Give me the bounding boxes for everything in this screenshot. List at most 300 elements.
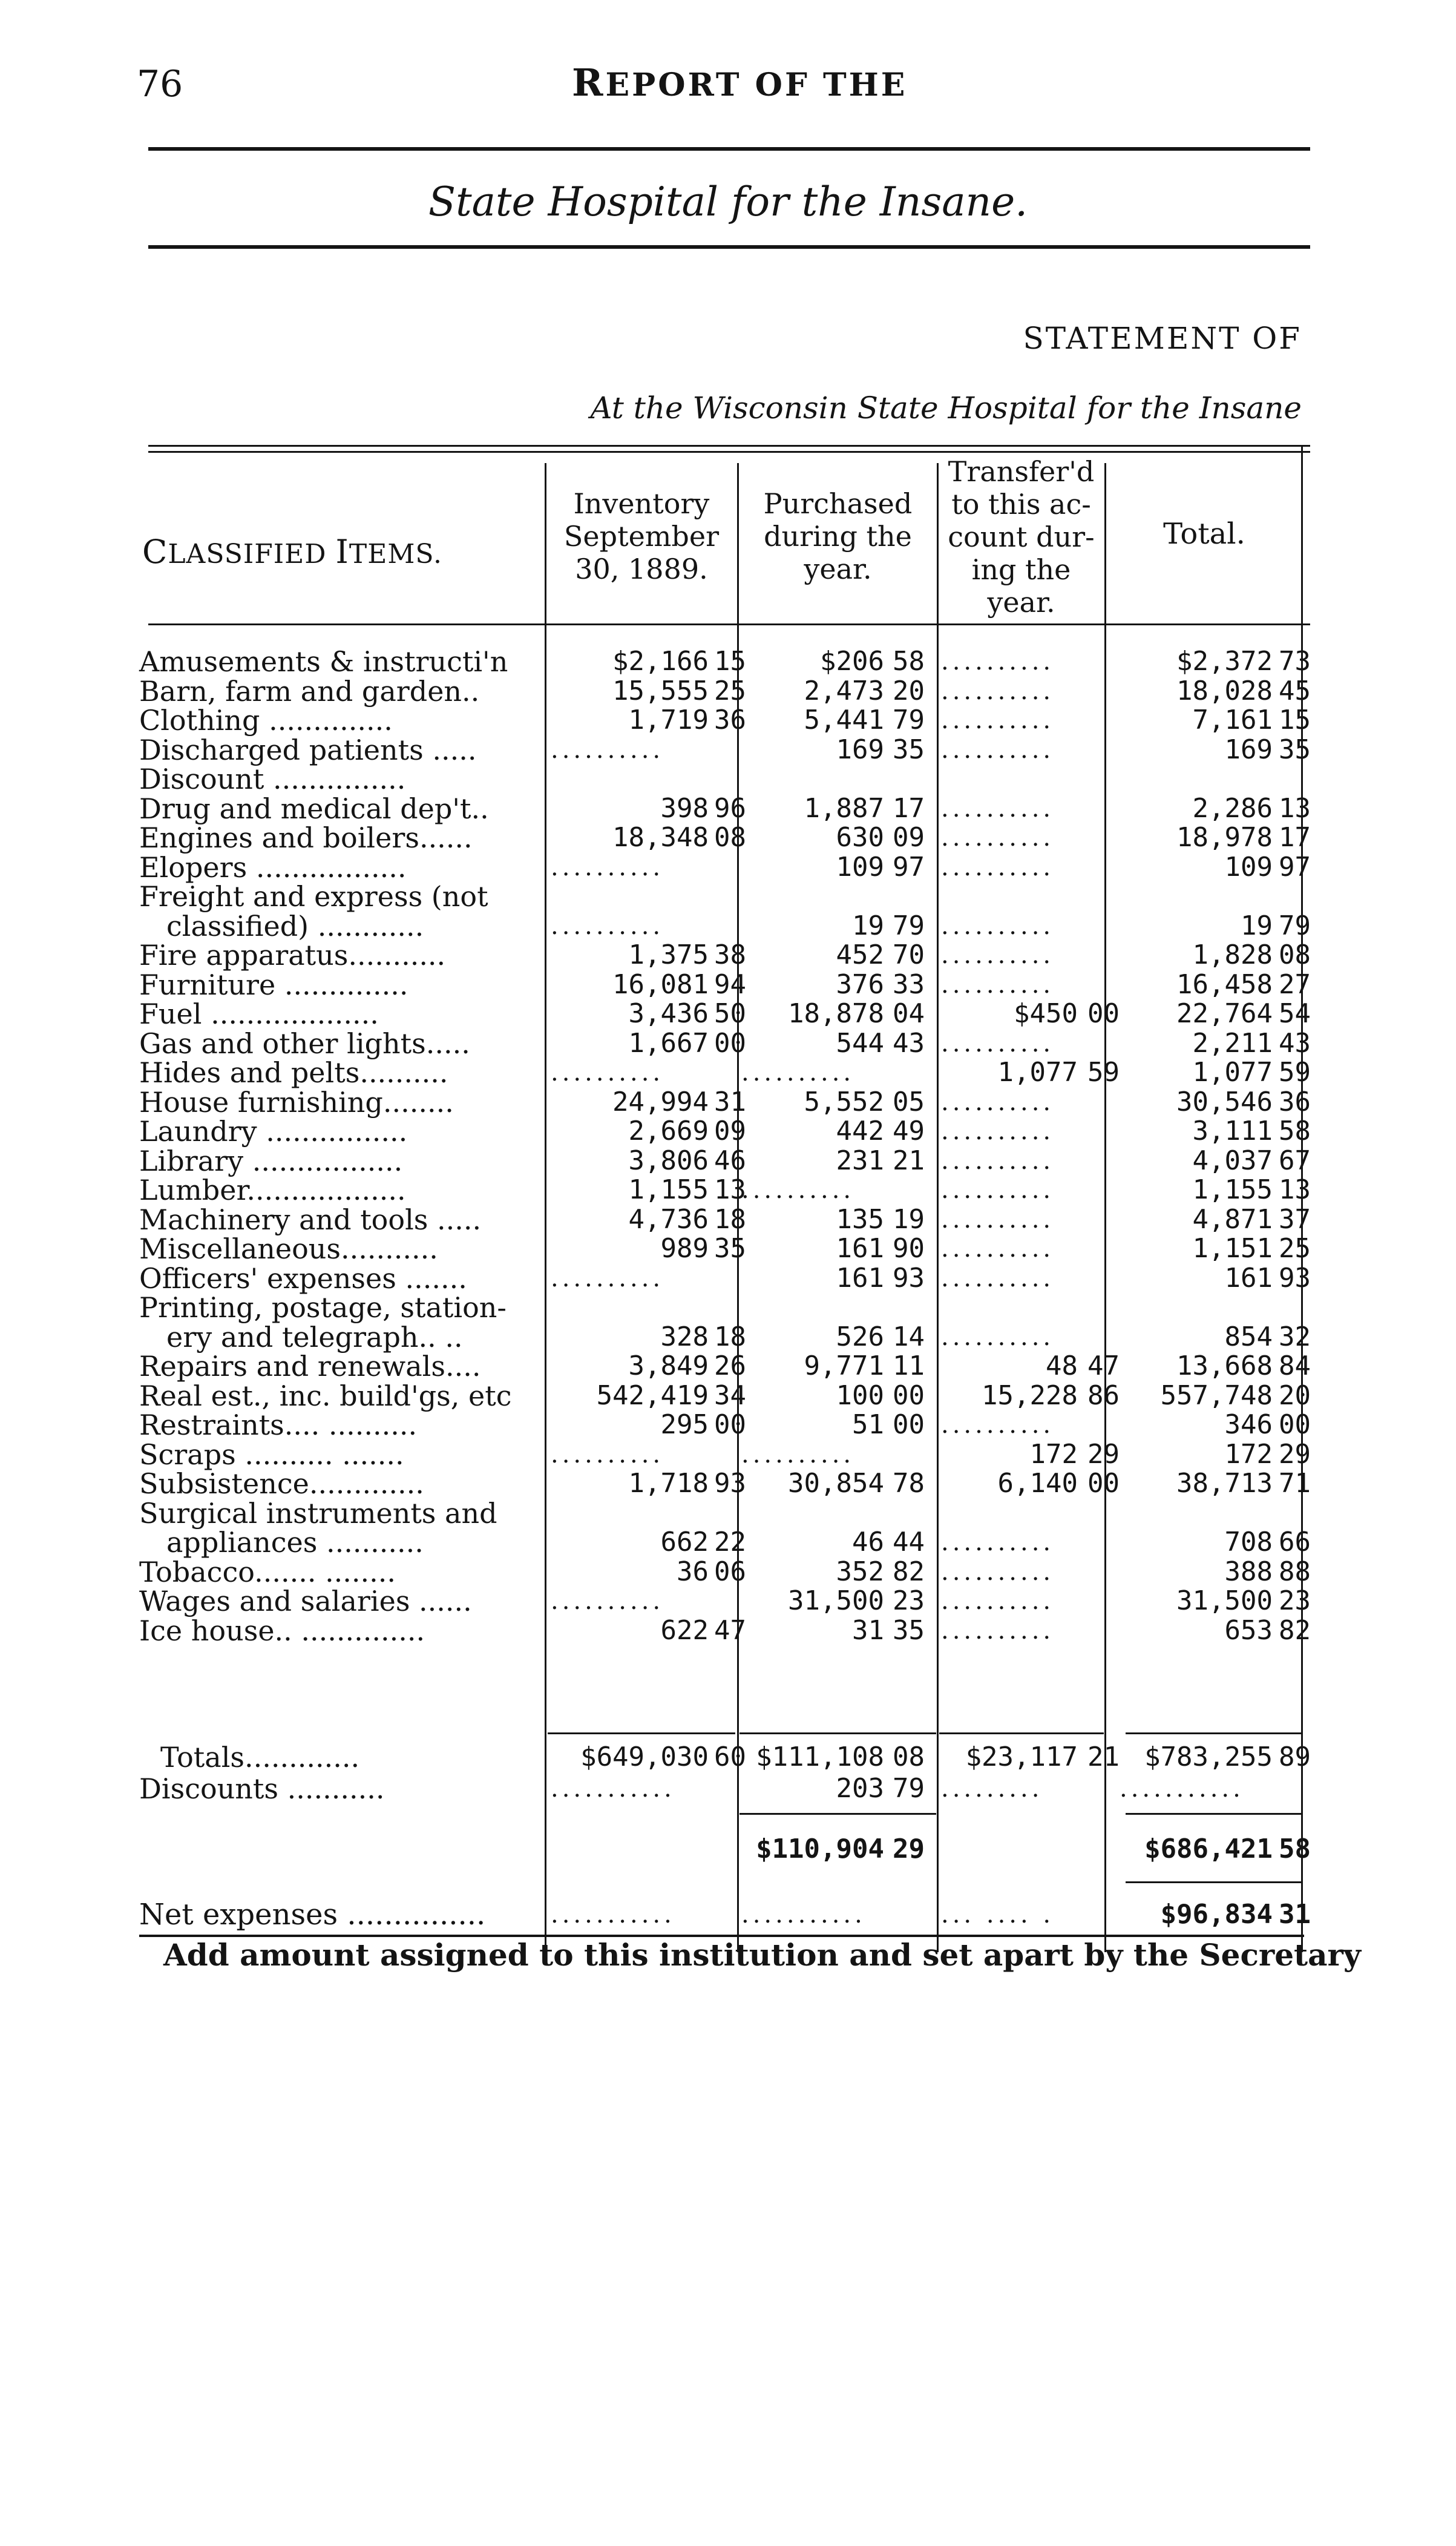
cell-total-dollars: 30,546: [1176, 1087, 1273, 1117]
header-items-end: TEMS.: [349, 539, 442, 570]
running-head-initial: R: [572, 61, 606, 105]
institution-title: State Hospital for the Insane.: [428, 179, 1028, 225]
cell-total-cents: 82: [1279, 1615, 1311, 1646]
discounts-inventory-leader: ...........: [551, 1775, 675, 1803]
cell-transferred-leader: ..........: [941, 736, 1055, 764]
net-total-cents: 31: [1279, 1899, 1311, 1930]
cell-purchased-cents: 05: [893, 1087, 925, 1117]
cell-inventory-cents: 18: [714, 1321, 746, 1352]
cell-inventory-leader: ..........: [551, 736, 664, 764]
cell-inventory-cents: 38: [714, 939, 746, 970]
cell-inventory-cents: 34: [714, 1380, 746, 1411]
cell-purchased-cents: 33: [893, 969, 925, 1000]
row-label: Freight and express (not: [139, 880, 488, 913]
cell-inventory-dollars: 1,667: [628, 1028, 709, 1059]
header-classified-initial: C: [142, 533, 168, 571]
cell-inventory-leader: ..........: [551, 1265, 664, 1292]
row-label: Amusements & instructi'n: [139, 645, 508, 678]
cell-purchased-cents: 00: [893, 1380, 925, 1411]
totals-rule-transferred: [939, 1732, 1104, 1734]
cell-total-cents: 37: [1279, 1204, 1311, 1235]
cell-transferred-leader: ..........: [941, 1030, 1055, 1058]
running-head: [572, 61, 907, 105]
header-purchased-line: year.: [804, 553, 872, 585]
cell-total-dollars: 4,037: [1192, 1145, 1273, 1176]
header-transferred-line: count dur-: [948, 521, 1095, 553]
cell-purchased-dollars: 30,854: [788, 1468, 884, 1499]
row-label: classified) ............: [166, 910, 424, 942]
cell-transferred-leader: ..........: [941, 1206, 1055, 1234]
cell-total-cents: 79: [1279, 910, 1311, 941]
table-row: [0, 970, 1456, 1000]
cell-total-cents: 88: [1279, 1556, 1311, 1587]
table-row: [0, 1351, 1456, 1381]
cell-total-cents: 58: [1279, 1116, 1311, 1146]
cell-purchased-dollars: 442: [836, 1116, 884, 1146]
cell-purchased-dollars: 630: [836, 822, 884, 853]
cell-purchased-cents: 00: [893, 1409, 925, 1440]
header-purchased-line: Purchased: [763, 487, 913, 520]
cell-purchased-cents: 97: [893, 852, 925, 883]
discounts-total-leader: ...........: [1120, 1775, 1244, 1803]
cell-inventory-leader: ..........: [551, 1587, 664, 1615]
table-row: [0, 646, 1456, 677]
table-row: [0, 1292, 1456, 1323]
cell-inventory-dollars: 989: [660, 1233, 709, 1264]
cell-transferred-leader: ..........: [941, 854, 1055, 881]
cell-inventory-cents: 13: [714, 1174, 746, 1205]
cell-total-cents: 00: [1279, 1409, 1311, 1440]
cell-inventory-cents: 25: [714, 676, 746, 706]
totals-transferred-dollars: $23,117: [965, 1742, 1078, 1772]
cell-total-cents: 20: [1279, 1380, 1311, 1411]
cell-total-dollars: 346: [1224, 1409, 1273, 1440]
header-transferred-line: year.: [987, 586, 1055, 619]
cell-inventory-dollars: 3,849: [628, 1350, 709, 1381]
totals-purchased-dollars: $111,108: [756, 1742, 884, 1772]
row-label: Printing, postage, station-: [139, 1291, 507, 1324]
cell-total-dollars: 708: [1224, 1527, 1273, 1558]
cell-purchased-cents: 11: [893, 1350, 925, 1381]
table-row: [0, 881, 1456, 912]
cell-total-dollars: 7,161: [1192, 705, 1273, 735]
cell-inventory-dollars: $2,166: [612, 646, 709, 677]
cell-inventory-cents: 36: [714, 705, 746, 735]
cell-transferred-leader: ..........: [941, 1117, 1055, 1145]
cell-purchased-cents: 09: [893, 822, 925, 853]
table-row: [0, 1527, 1456, 1558]
cell-total-dollars: 22,764: [1176, 998, 1273, 1029]
cell-total-cents: 54: [1279, 998, 1311, 1029]
table-row: [0, 852, 1456, 883]
net-inventory-leader: ...........: [551, 1901, 675, 1929]
subtotal-total-dollars: $686,421: [1144, 1834, 1273, 1864]
cell-purchased-dollars: 161: [836, 1233, 884, 1264]
table-top-rule-2: [148, 451, 1310, 453]
table-row: [0, 999, 1456, 1029]
cell-inventory-cents: 47: [714, 1615, 746, 1646]
table-row: [0, 794, 1456, 824]
row-label: Barn, farm and garden..: [139, 675, 480, 708]
cell-inventory-dollars: 398: [660, 793, 709, 824]
cell-total-dollars: 2,286: [1192, 793, 1273, 824]
table-row: [0, 705, 1456, 735]
table-row: [0, 735, 1456, 765]
cell-total-cents: 27: [1279, 969, 1311, 1000]
cell-inventory-cents: 22: [714, 1527, 746, 1558]
header-classified-mid: LASSIFIED: [168, 539, 336, 570]
cell-inventory-cents: 50: [714, 998, 746, 1029]
cell-total-cents: 25: [1279, 1233, 1311, 1264]
header-inventory: [548, 487, 735, 585]
cell-transferred-cents: 86: [1087, 1380, 1120, 1411]
cell-inventory-dollars: 15,555: [612, 676, 709, 706]
cell-purchased-dollars: 135: [836, 1204, 884, 1235]
totals-total-dollars: $783,255: [1144, 1742, 1273, 1772]
table-row: [0, 1087, 1456, 1117]
cell-inventory-leader: ..........: [551, 1059, 664, 1087]
cell-transferred-leader: ..........: [941, 1323, 1055, 1351]
subtotal-rule-total: [1126, 1813, 1301, 1815]
cell-purchased-dollars: 452: [836, 939, 884, 970]
institution-rule: [148, 245, 1310, 249]
table-row: [0, 1322, 1456, 1352]
cell-total-cents: 43: [1279, 1028, 1311, 1059]
cell-total-dollars: 18,028: [1176, 676, 1273, 706]
row-label: Fire apparatus...........: [139, 939, 446, 972]
cell-total-cents: 29: [1279, 1439, 1311, 1470]
cell-total-cents: 15: [1279, 705, 1311, 735]
table-row: [0, 1028, 1456, 1059]
table-row: [0, 1410, 1456, 1440]
discounts-row: [0, 1774, 1456, 1804]
header-transferred-line: Transfer'd: [948, 455, 1095, 488]
cell-purchased-cents: 20: [893, 676, 925, 706]
cell-transferred-leader: ..........: [941, 1587, 1055, 1615]
cell-transferred-dollars: $450: [1014, 998, 1078, 1029]
cell-total-dollars: 109: [1224, 852, 1273, 883]
cell-total-dollars: 2,211: [1192, 1028, 1273, 1059]
cell-transferred-leader: ..........: [941, 648, 1055, 676]
cell-total-cents: 36: [1279, 1087, 1311, 1117]
cell-total-dollars: 169: [1224, 734, 1273, 765]
cell-inventory-cents: 15: [714, 646, 746, 677]
header-transferred-line: to this ac-: [951, 488, 1091, 521]
cell-total-cents: 13: [1279, 1174, 1311, 1205]
header-inventory-line: 30, 1889.: [575, 553, 708, 585]
cell-transferred-leader: ..........: [941, 795, 1055, 823]
cell-inventory-dollars: 662: [660, 1527, 709, 1558]
header-items-initial: I: [335, 533, 349, 571]
top-rule: [148, 147, 1310, 151]
cell-transferred-cents: 59: [1087, 1057, 1120, 1088]
cell-purchased-leader: ..........: [741, 1441, 855, 1469]
table-row: [0, 1234, 1456, 1264]
table-row: [0, 1469, 1456, 1499]
cell-inventory-dollars: 622: [660, 1615, 709, 1646]
cell-transferred-cents: 47: [1087, 1350, 1120, 1381]
cell-purchased-dollars: 544: [836, 1028, 884, 1059]
cell-total-dollars: 1,155: [1192, 1174, 1273, 1205]
cell-purchased-cents: 17: [893, 793, 925, 824]
row-label: Real est., inc. build'gs, etc: [139, 1380, 512, 1412]
cell-transferred-leader: ..........: [941, 1617, 1055, 1645]
cell-total-cents: 67: [1279, 1145, 1311, 1176]
cell-inventory-dollars: 3,436: [628, 998, 709, 1029]
cell-purchased-cents: 82: [893, 1556, 925, 1587]
header-transferred: [938, 455, 1104, 619]
cell-total-cents: 66: [1279, 1527, 1311, 1558]
cell-purchased-cents: 23: [893, 1585, 925, 1616]
cell-transferred-cents: 00: [1087, 1468, 1120, 1499]
discounts-purchased-cents: 79: [893, 1773, 925, 1804]
cell-total-dollars: 13,668: [1176, 1350, 1273, 1381]
cell-purchased-dollars: 2,473: [804, 676, 884, 706]
cell-total-dollars: 1,151: [1192, 1233, 1273, 1264]
row-label: Laundry ................: [139, 1115, 408, 1148]
cell-total-dollars: 161: [1224, 1263, 1273, 1294]
cell-purchased-dollars: 5,552: [804, 1087, 884, 1117]
cell-total-cents: 73: [1279, 646, 1311, 677]
row-label: Machinery and tools .....: [139, 1203, 482, 1236]
net-total-dollars: $96,834: [1160, 1899, 1273, 1930]
table-row: [0, 911, 1456, 941]
cell-purchased-cents: 79: [893, 705, 925, 735]
cell-purchased-dollars: 526: [836, 1321, 884, 1352]
cell-inventory-cents: 26: [714, 1350, 746, 1381]
cell-purchased-cents: 14: [893, 1321, 925, 1352]
row-label: Discharged patients .....: [139, 734, 477, 766]
cell-transferred-leader: ..........: [941, 912, 1055, 940]
cell-purchased-dollars: 161: [836, 1263, 884, 1294]
row-label: Wages and salaries ......: [139, 1585, 472, 1617]
cell-purchased-dollars: 100: [836, 1380, 884, 1411]
cell-inventory-dollars: 16,081: [612, 969, 709, 1000]
cell-purchased-cents: 79: [893, 910, 925, 941]
cell-inventory-cents: 06: [714, 1556, 746, 1587]
header-purchased: [739, 487, 936, 585]
running-head-rest: EPORT OF THE: [605, 67, 908, 104]
net-expenses-row: [0, 1900, 1456, 1930]
cell-total-cents: 93: [1279, 1263, 1311, 1294]
cell-total-cents: 08: [1279, 939, 1311, 970]
cell-total-dollars: 18,978: [1176, 822, 1273, 853]
cell-total-dollars: 1,828: [1192, 939, 1273, 970]
net-expenses-label: Net expenses ...............: [139, 1898, 486, 1932]
discounts-label: Discounts ...........: [139, 1772, 385, 1805]
cell-purchased-cents: 49: [893, 1116, 925, 1146]
cell-inventory-dollars: 1,155: [628, 1174, 709, 1205]
cell-purchased-dollars: 376: [836, 969, 884, 1000]
cell-total-cents: 71: [1279, 1468, 1311, 1499]
cell-purchased-leader: ..........: [741, 1059, 855, 1087]
table-row: [0, 676, 1456, 706]
cell-total-cents: 23: [1279, 1585, 1311, 1616]
cell-purchased-cents: 90: [893, 1233, 925, 1264]
cell-total-dollars: 1,077: [1192, 1057, 1273, 1088]
cell-inventory-cents: 46: [714, 1145, 746, 1176]
cell-transferred-leader: ..........: [941, 1528, 1055, 1556]
cell-inventory-dollars: 24,994: [612, 1087, 709, 1117]
row-label: Lumber..................: [139, 1174, 406, 1206]
table-row: [0, 1586, 1456, 1616]
totals-inventory-dollars: $649,030: [580, 1742, 709, 1772]
table-row: [0, 764, 1456, 794]
footer-text: Add amount assigned to this institution and set apart by the Secretary: [163, 1937, 1361, 1973]
header-purchased-line: during the: [764, 520, 912, 553]
statement-title: STATEMENT OF: [1023, 321, 1302, 356]
cell-total-dollars: 854: [1224, 1321, 1273, 1352]
cell-purchased-cents: 21: [893, 1145, 925, 1176]
cell-inventory-cents: 94: [714, 969, 746, 1000]
cell-inventory-dollars: 1,718: [628, 1468, 709, 1499]
cell-transferred-cents: 00: [1087, 998, 1120, 1029]
cell-purchased-dollars: 51: [852, 1409, 884, 1440]
cell-transferred-leader: ..........: [941, 677, 1055, 705]
cell-inventory-cents: 00: [714, 1409, 746, 1440]
table-row: [0, 940, 1456, 970]
table-row: [0, 1058, 1456, 1088]
totals-transferred-cents: 21: [1087, 1742, 1120, 1772]
totals-total-cents: 89: [1279, 1742, 1311, 1772]
cell-inventory-cents: 96: [714, 793, 746, 824]
subtotal-purchased-cents: 29: [893, 1834, 925, 1864]
table-row: [0, 1146, 1456, 1176]
row-label: Library .................: [139, 1145, 403, 1177]
cell-purchased-dollars: 352: [836, 1556, 884, 1587]
cell-transferred-dollars: 1,077: [997, 1057, 1078, 1088]
cell-inventory-cents: 08: [714, 822, 746, 853]
cell-transferred-dollars: 48: [1046, 1350, 1078, 1381]
cell-inventory-dollars: 3,806: [628, 1145, 709, 1176]
header-transferred-line: ing the: [971, 553, 1071, 586]
totals-row: [0, 1742, 1456, 1772]
cell-total-dollars: 653: [1224, 1615, 1273, 1646]
row-label: Engines and boilers......: [139, 821, 473, 854]
cell-transferred-leader: ..........: [941, 1147, 1055, 1175]
cell-total-dollars: 31,500: [1176, 1585, 1273, 1616]
cell-inventory-dollars: 36: [677, 1556, 709, 1587]
row-label: Elopers .................: [139, 851, 407, 884]
cell-inventory-dollars: 542,419: [596, 1380, 709, 1411]
cell-transferred-dollars: 172: [1029, 1439, 1078, 1470]
subtotal-total-cents: 58: [1279, 1834, 1311, 1864]
table-row: [0, 823, 1456, 853]
table-row: [0, 1498, 1456, 1528]
cell-transferred-leader: ..........: [941, 1088, 1055, 1116]
cell-inventory-dollars: 295: [660, 1409, 709, 1440]
row-label: Fuel ...................: [139, 998, 379, 1030]
cell-total-cents: 97: [1279, 852, 1311, 883]
cell-purchased-cents: 58: [893, 646, 925, 677]
cell-purchased-cents: 44: [893, 1527, 925, 1558]
row-label: Drug and medical dep't..: [139, 792, 489, 825]
cell-inventory-dollars: 1,719: [628, 705, 709, 735]
cell-purchased-dollars: 231: [836, 1145, 884, 1176]
subtotal-rule-purchased: [739, 1813, 936, 1815]
cell-total-dollars: 16,458: [1176, 969, 1273, 1000]
totals-rule-inventory: [548, 1732, 735, 1734]
subtotal-row: [0, 1834, 1456, 1864]
cell-purchased-leader: ..........: [741, 1176, 855, 1204]
cell-transferred-leader: ..........: [941, 706, 1055, 734]
cell-inventory-dollars: 4,736: [628, 1204, 709, 1235]
cell-total-cents: 17: [1279, 822, 1311, 853]
cell-purchased-cents: 19: [893, 1204, 925, 1235]
totals-rule-purchased: [739, 1732, 936, 1734]
header-inventory-line: September: [563, 520, 720, 553]
cell-purchased-dollars: 19: [852, 910, 884, 941]
row-label: House furnishing........: [139, 1086, 454, 1119]
cell-inventory-dollars: 328: [660, 1321, 709, 1352]
cell-transferred-dollars: 15,228: [982, 1380, 1078, 1411]
totals-purchased-cents: 08: [893, 1742, 925, 1772]
row-label: Officers' expenses .......: [139, 1262, 467, 1295]
row-label: Subsistence.............: [139, 1467, 424, 1500]
table-row: [0, 1116, 1456, 1146]
cell-inventory-cents: 00: [714, 1028, 746, 1059]
cell-purchased-dollars: 46: [852, 1527, 884, 1558]
cell-purchased-dollars: 109: [836, 852, 884, 883]
header-classified-items: [142, 533, 442, 571]
row-label: appliances ...........: [166, 1526, 424, 1559]
cell-total-dollars: 172: [1224, 1439, 1273, 1470]
cell-purchased-cents: 35: [893, 734, 925, 765]
cell-purchased-cents: 78: [893, 1468, 925, 1499]
page-number: 76: [137, 63, 183, 105]
row-label: Hides and pelts..........: [139, 1056, 448, 1089]
table-row: [0, 1381, 1456, 1411]
cell-purchased-cents: 43: [893, 1028, 925, 1059]
cell-total-dollars: 3,111: [1192, 1116, 1273, 1146]
cell-total-cents: 32: [1279, 1321, 1311, 1352]
cell-purchased-cents: 70: [893, 939, 925, 970]
cell-transferred-cents: 29: [1087, 1439, 1120, 1470]
cell-total-dollars: $2,372: [1176, 646, 1273, 677]
cell-total-dollars: 4,871: [1192, 1204, 1273, 1235]
row-label: Scraps .......... .......: [139, 1438, 404, 1471]
row-label: Ice house.. ..............: [139, 1614, 425, 1647]
cell-total-cents: 59: [1279, 1057, 1311, 1088]
row-label: Miscellaneous...........: [139, 1232, 438, 1265]
cell-purchased-dollars: 9,771: [804, 1350, 884, 1381]
row-label: Surgical instruments and: [139, 1497, 497, 1530]
cell-purchased-dollars: 169: [836, 734, 884, 765]
table-row: [0, 1175, 1456, 1205]
net-transferred-leader: ... .... .: [941, 1901, 1055, 1929]
cell-purchased-cents: 93: [893, 1263, 925, 1294]
cell-inventory-cents: 09: [714, 1116, 746, 1146]
cell-purchased-dollars: 31,500: [788, 1585, 884, 1616]
row-label: Discount ...............: [139, 763, 406, 795]
row-label: ery and telegraph.. ..: [166, 1321, 463, 1354]
net-rule-total: [1126, 1881, 1301, 1883]
cell-transferred-leader: ..........: [941, 1235, 1055, 1263]
cell-transferred-leader: ..........: [941, 1176, 1055, 1204]
table-top-rule: [148, 445, 1310, 447]
cell-total-dollars: 557,748: [1160, 1380, 1273, 1411]
row-label: Gas and other lights.....: [139, 1027, 470, 1060]
row-label: Tobacco....... ........: [139, 1556, 396, 1588]
table-row: [0, 1557, 1456, 1587]
header-inventory-line: Inventory: [573, 487, 710, 520]
cell-purchased-dollars: 5,441: [804, 705, 884, 735]
discounts-purchased-dollars: 203: [836, 1773, 884, 1804]
cell-purchased-cents: 35: [893, 1615, 925, 1646]
cell-inventory-cents: 93: [714, 1468, 746, 1499]
row-label: Clothing ..............: [139, 704, 393, 737]
table-row: [0, 1205, 1456, 1235]
